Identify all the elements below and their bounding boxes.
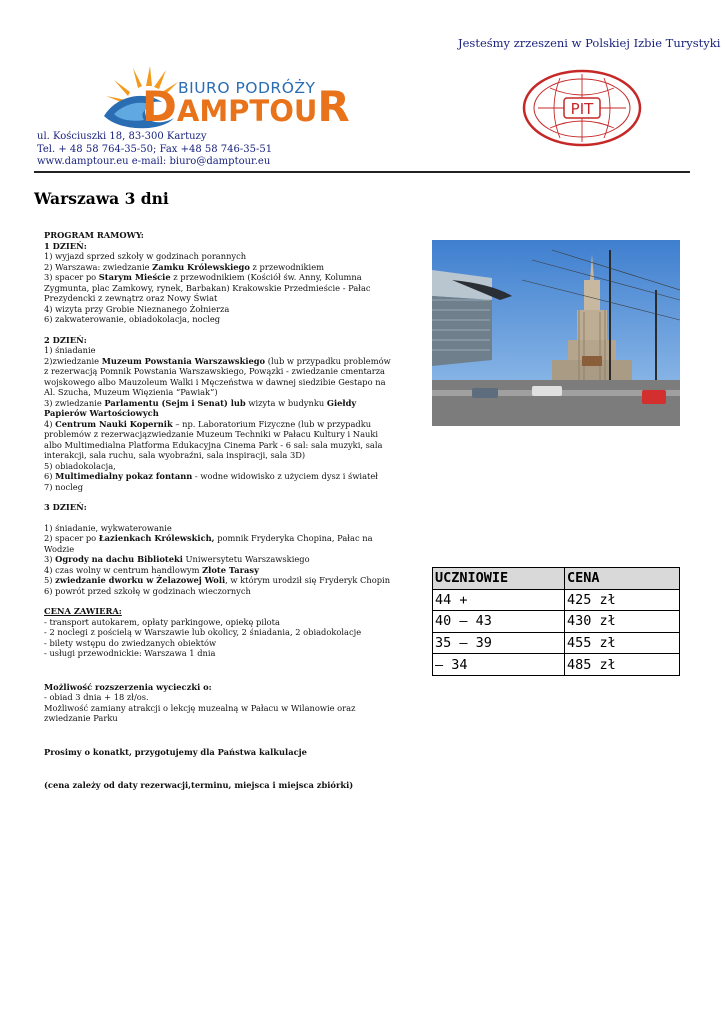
day2-line: 1) śniadanie	[44, 345, 96, 355]
logo-letters-middle: AMPTOU	[176, 94, 318, 128]
contact-web[interactable]: www.damptour.eu e-mail: biuro@damptour.eu	[37, 156, 271, 167]
warsaw-photo	[432, 240, 680, 426]
col-header-price: CENA	[565, 568, 680, 590]
price-includes-item: - usługi przewodnickie: Warszawa 1 dnia	[44, 648, 216, 658]
day3-line: 6) powrót przed szkołę w godzinach wieczornych	[44, 585, 251, 596]
day1-line: 4) wizyta przy Grobie Nieznanego Żołnierza	[44, 303, 230, 314]
price-cell: 485 zł	[565, 654, 680, 676]
students-cell: 35 – 39	[433, 632, 565, 654]
contact-note: Prosimy o konatkt, przygotujemy dla Państwa kalkulacje	[44, 746, 307, 757]
price-table	[432, 567, 680, 676]
extension-line: - obiad 3 dnia + 18 zł/os.	[44, 692, 149, 702]
day1-line: 3) spacer po Starym Mieście z przewodnikiem (Kościół św. Anny, Kolumna Zygmunta, plac Zamkowy, rynek, Barbakan) Krakowskie Przedmieście - Pałac Prezydencki z zewnątrz oraz Nowy Świat	[44, 272, 371, 303]
price-cell: 425 zł	[565, 589, 680, 611]
pit-logo-text: PIT	[570, 100, 594, 118]
day3-line: 4) czas wolny w centrum handlowym Złote Tarasy	[44, 564, 259, 575]
day2-line: 7) nocleg	[44, 481, 84, 492]
price-includes-item: - 2 noclegi z pościelą w Warszawie lub okolicy, 2 śniadania, 2 obiadokolacje	[44, 627, 362, 637]
logo-wordmark	[142, 82, 350, 131]
day1-line: 6) zakwaterowanie, obiadokolacja, nocleg	[44, 314, 221, 324]
header-divider	[34, 171, 690, 173]
table-row	[433, 632, 680, 654]
students-cell: – 34	[433, 654, 565, 676]
price-includes-item: - bilety wstępu do zwiedzanych obiektów	[44, 637, 217, 648]
day3-label: 3 DZIEŃ:	[44, 502, 87, 512]
logo-subtitle: BIURO PODRÓŻY	[178, 79, 316, 97]
contact-address: ul. Kościuszki 18, 83-300 Kartuzy	[37, 131, 207, 142]
day3-line: 2) spacer po Łazienkach Królewskich, pomnik Fryderyka Chopina, Pałac na Wodzie	[44, 533, 373, 554]
col-header-students: UCZNIOWIE	[433, 568, 565, 590]
membership-note: Jesteśmy zrzeszeni w Polskiej Izbie Turystyki	[458, 36, 721, 50]
day1-line: 2) Warszawa: zwiedzanie Zamku Królewskiego z przewodnikiem	[44, 261, 324, 272]
day2-line: 3) zwiedzanie Parlamentu (Sejm i Senat) lub wizyta w budynku Giełdy Papierów Wartościowych	[44, 397, 357, 418]
day3-line: 3) Ogrody na dachu Biblioteki Uniwersytetu Warszawskiego	[44, 554, 310, 564]
day3-line: 1) śniadanie, wykwaterowanie	[44, 522, 172, 533]
table-row	[433, 654, 680, 676]
page-title: Warszawa 3 dni	[34, 189, 169, 208]
day2-line: 2)zwiedzanie Muzeum Powstania Warszawskiego (lub w przypadku problemów z rezerwacją Pomnik Powstania Warszawskiego, Powązki - zwiedzanie cmentarza wojskowego albo Mauzoleum Walki i Męczeństwa w dawnej siedzibie Gestapo na Al. Szucha, Muzeum Więzienia “Pawiak”)	[44, 355, 391, 397]
students-cell: 40 – 43	[433, 611, 565, 633]
students-cell: 44 +	[433, 589, 565, 611]
table-header-row	[433, 568, 680, 590]
table-row	[433, 611, 680, 633]
day2-label: 2 DZIEŃ:	[44, 334, 87, 345]
day3-line: 5) zwiedzanie dworku w Żelazowej Woli, w którym urodził się Fryderyk Chopin	[44, 575, 391, 585]
table-row	[433, 589, 680, 611]
price-note: (cena zależy od daty rezerwacji,terminu, miejsca i miejsca zbiórki)	[44, 780, 354, 790]
contact-phone: Tel. + 48 58 764-35-50; Fax +48 58 746-35-51	[37, 143, 273, 155]
day1-line: 1) wyjazd sprzed szkoły w godzinach porannych	[44, 251, 247, 261]
logo-letter-r: R	[317, 82, 350, 131]
logo-letter-d: D	[142, 82, 177, 131]
extension-heading: Możliwość rozszerzenia wycieczki o:	[44, 681, 212, 692]
extension-line: Możliwość zamiany atrakcji o lekcję muzealną w Pałacu w Wilanowie oraz zwiedzanie Parku	[44, 702, 356, 723]
day2-line: 4) Centrum Nauki Kopernik – np. Laboratorium Fizyczne (lub w przypadku problemów z rezerwacjązwiedzanie Muzeum Techniki w Pałacu Kultury i Nauki albo Multimedialna Platforma Edukacyjna Cinema Park - 6 sal: sala muzyki, sala interakcji, sala ruchu, sala wyobraźni, sala inspiracji, sala 3D)	[44, 418, 383, 460]
day2-line: 6) Multimedialny pokaz fontann - wodne widowisko z użyciem dysz i świateł	[44, 471, 378, 481]
pit-logo	[520, 68, 644, 148]
price-includes-heading: CENA ZAWIERA:	[44, 606, 122, 616]
contact-block	[37, 131, 272, 169]
price-cell: 430 zł	[565, 611, 680, 633]
program-section	[44, 230, 392, 791]
price-includes-item: - transport autokarem, opłaty parkingowe, opiekę pilota	[44, 616, 280, 627]
program-heading: PROGRAM RAMOWY:	[44, 230, 144, 240]
day2-line: 5) obiadokolacja,	[44, 460, 116, 471]
price-cell: 455 zł	[565, 632, 680, 654]
day1-label: 1 DZIEŃ:	[44, 240, 87, 251]
